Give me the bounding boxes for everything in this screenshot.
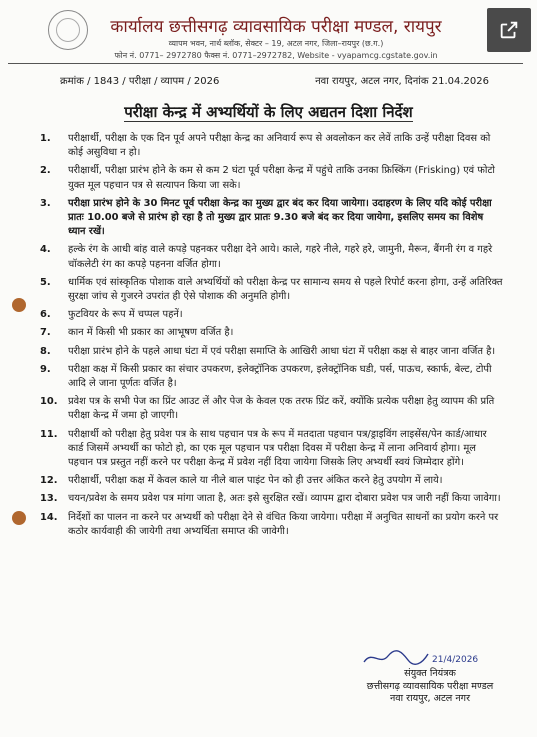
place-date: नवा रायपुर, अटल नगर, दिनांक 21.04.2026 xyxy=(315,76,489,87)
list-item: 14. निर्देशों का पालन ना करने पर अभ्यर्थी को परीक्षा देने से वंचित किया जायेगा। परीक्षा में अनुचित साधनों का प्रयोग करने पर कठोर कार्यवाही की जायेगी तथा अभ्यर्थिता समाप्त की जावेगी। xyxy=(40,511,499,537)
list-item: 9. परीक्षा कक्ष में किसी प्रकार का संचार उपकरण, इलेक्ट्रॉनिक उपकरण, इलेक्ट्रॉनिक घडी, पर्स, पाऊच, स्कार्फ, बेल्ट, टोपी आदि ले जाना पूर्णतः वर्जित है। xyxy=(40,363,492,390)
signatory-designation: संयुक्त नियंत्रक xyxy=(404,668,456,679)
svg-text:21/4/2026: 21/4/2026 xyxy=(432,655,479,665)
list-item: 8. परीक्षा प्रारंभ होने के पहले आधा घंटा में एवं परीक्षा समाप्ति के आखिरी आधा घंटा में परीक्षा कक्ष से बाहर जाना वर्जित है। xyxy=(40,345,496,357)
reference-number: क्रमांक / 1843 / परीक्षा / व्यापम / 2026 xyxy=(60,76,220,87)
page-title: परीक्षा केन्द्र में अभ्यर्थियों के लिए अद्यतन दिशा निर्देश xyxy=(124,103,413,121)
signatory-office: छत्तीसगढ़ व्यावसायिक परीक्षा मण्डल xyxy=(366,680,494,692)
emblem-seal xyxy=(48,10,88,50)
signatory-block xyxy=(330,668,530,706)
signatory-place: नवा रायपुर, अटल नगर xyxy=(389,693,470,705)
list-item: 2. परीक्षार्थी, परीक्षा प्रारंभ होने के कम से कम 2 घंटा पूर्व परीक्षा केन्द्र में पहुंचे ताकि उनका फ्रिस्किंग (Frisking) एवं फोटो युक्त मूल पहचान पत्र से सत्यापन किया जा सके। xyxy=(40,165,495,191)
list-item: 10. प्रवेश पत्र के सभी पेज का प्रिंट आउट लें और पेज के केवल एक तरफ प्रिंट करें, क्योंकि प्रत्येक परीक्षा हेतु व्यापम की प्रति परीक्षा केन्द्र में जमा हो जाएगी। xyxy=(40,396,495,422)
list-item: 12. परीक्षार्थी, परीक्षा कक्ष में केवल काले या नीले बाल पाइंट पेन को ही उत्तर अंकित करने हेतु उपयोग में लाये। xyxy=(40,475,443,487)
office-name: कार्यालय छत्तीसगढ़ व्यावसायिक परीक्षा मण्डल, रायपुर xyxy=(110,17,442,37)
list-item: 13. चयन/प्रवेश के समय प्रवेश पत्र मांगा जाता है, अतः इसे सुरक्षित रखें। व्यापम द्वारा दोबारा प्रवेश पत्र जारी नहीं किया जावेगा। xyxy=(40,493,501,505)
instruction-list xyxy=(40,132,504,543)
header-divider xyxy=(8,63,523,64)
list-item: 1. परीक्षार्थी, परीक्षा के एक दिन पूर्व अपने परीक्षा केन्द्र का अनिवार्य रूप से अवलोकन कर लेवें ताकि उन्हें परीक्षा दिवस को कोई असुविधा न हो। xyxy=(40,133,491,159)
punch-hole xyxy=(12,511,26,525)
list-item: 5. धार्मिक एवं सांस्कृतिक पोशाक वाले अभ्यर्थियों को परीक्षा केन्द्र पर सामान्य समय से पहले रिपोर्ट करना होगा, उन्हें अतिरिक्त सुरक्षा जांच से गुजरने उपरांत ही ऐसे पोशाक की अनुमति होगी। xyxy=(40,276,503,303)
punch-hole xyxy=(12,298,26,312)
external-link-icon[interactable] xyxy=(487,8,531,52)
list-item: 7. कान में किसी भी प्रकार का आभूषण वर्जित है। xyxy=(40,327,234,339)
reference-line xyxy=(60,73,489,87)
list-item: 3. परीक्षा प्रारंभ होने के 30 मिनट पूर्व परीक्षा केन्द्र का मुख्य द्वार बंद कर दिया जायेगा। उदाहरण के लिए यदि कोई परीक्षा प्रातः 10.00 बजे से प्रारंभ हो रहा है तो मुख्य द्वार प्रातः 9.30 बजे बंद कर दिया जायेगा, इसलिए समय का विशेष ध्यान रखें। xyxy=(40,197,492,238)
list-item: 11. परीक्षार्थी को परीक्षा हेतु प्रवेश पत्र के साथ पहचान पत्र के रूप में मतदाता पहचान पत्र/ड्राइविंग लाइसेंस/पेन कार्ड/आधार कार्ड जिसमें अभ्यर्थी का फोटो हो, का एक मूल पहचान पत्र परीक्षा दिवस में परीक्षा केन्द्र में लाना अनिवार्य होगा। मूल पहचान पत्र प्रस्तुत नहीं करने पर परीक्षा केन्द्र में प्रवेश नहीं दिया जायेगा जिसके लिए अभ्यर्थी स्वयं जिम्मेदार होंगे। xyxy=(40,428,487,469)
list-item: 4. हल्के रंग के आधी बांह वाले कपड़े पहनकर परीक्षा देने आये। काले, गहरे नीले, गहरे हरे, जामुनी, मैरून, बैंगनी रंग व गहरे चॉकलेटी रंग का कपड़े पहनना वर्जित होगा। xyxy=(40,244,493,270)
office-contact: फोन नं. 0771– 2972780 फैक्स नं. 0771–2972782, Website - vyapamcg.cgstate.gov.in xyxy=(114,51,438,60)
letterhead xyxy=(96,14,456,61)
list-item: 6. फुटवियर के रूप में चप्पल पहनें। xyxy=(40,309,183,321)
signature-scribble xyxy=(358,648,479,668)
office-address: व्यापम भवन, नार्थ ब्लॉक, सेक्टर – 19, अटल नगर, जिला–रायपुर (छ.ग.) xyxy=(168,39,384,48)
